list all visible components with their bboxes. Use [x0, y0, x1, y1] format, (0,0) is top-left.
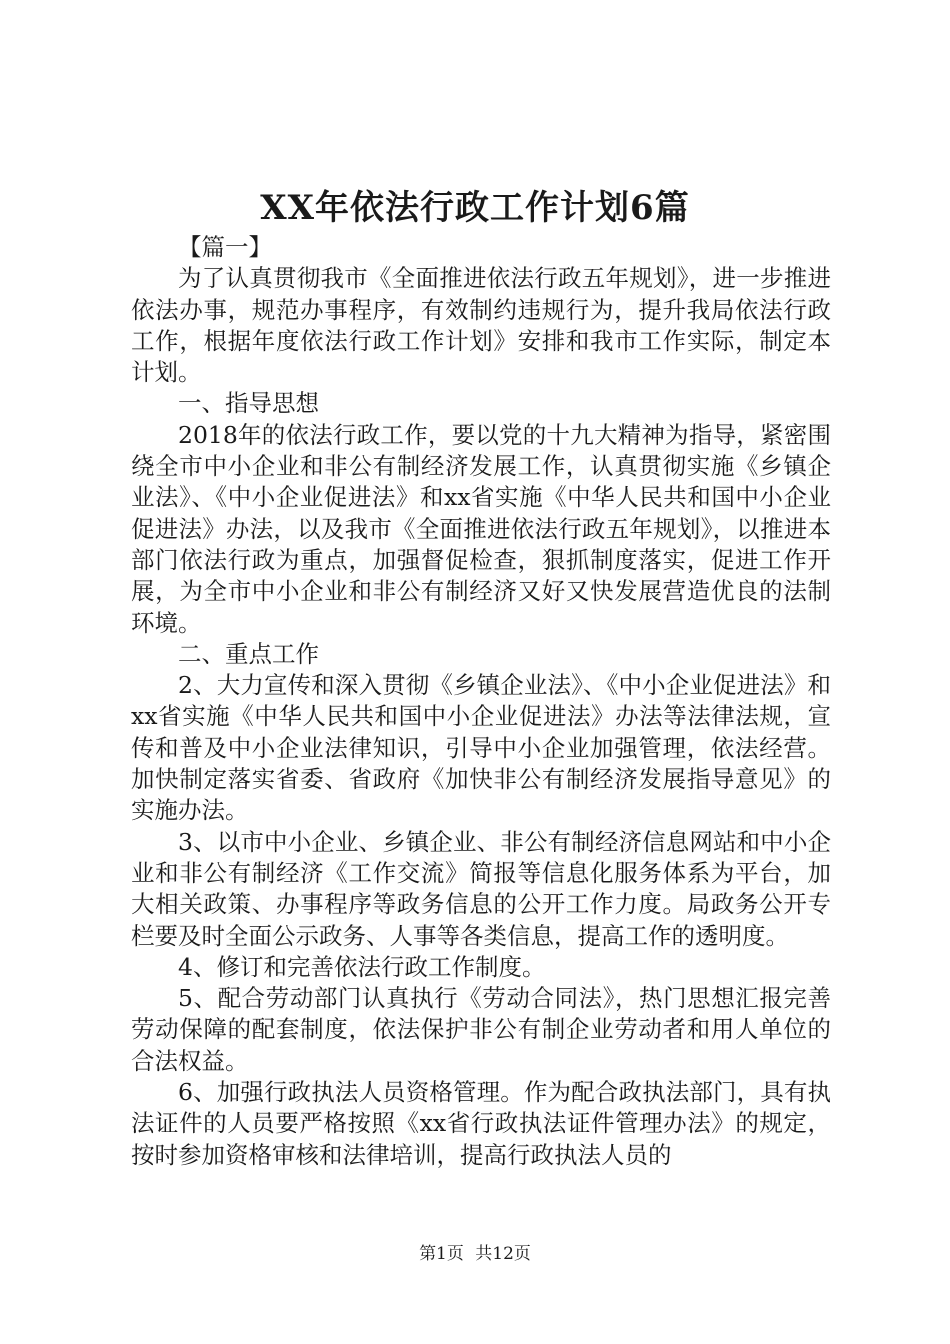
document-title: XX年依法行政工作计划6篇: [260, 188, 690, 228]
key-work-item-2: 2、大力宣传和深入贯彻《乡镇企业法》、《中小企业促进法》和xx省实施《中华人民共和国中小企业促进法》办法等法律法规，宣传和普及中小企业法律知识，引导中小企业加强管理，依法经营。加快制定落实省委、省政府《加快非公有制经济发展指导意见》的实施办法。: [131, 671, 831, 825]
page-total: 共12页: [475, 1244, 531, 1264]
key-work-item-5: 5、配合劳动部门认真执行《劳动合同法》，热门思想汇报完善劳动保障的配套制度，依法保护非公有制企业劳动者和用人单位的合法权益。: [131, 984, 831, 1075]
document-body: [131, 232, 831, 1171]
intro-paragraph: 为了认真贯彻我市《全面推进依法行政五年规划》，进一步推进依法办事，规范办事程序，有效制约违规行为，提升我局依法行政工作，根据年度依法行政工作计划》安排和我市工作实际，制定本计划。: [131, 264, 831, 387]
section-heading-part-one: 【篇一】: [178, 233, 272, 261]
guiding-ideology-paragraph: 2018年的依法行政工作，要以党的十九大精神为指导，紧密围绕全市中小企业和非公有制经济发展工作，认真贯彻实施《乡镇企业法》、《中小企业促进法》和xx省实施《中华人民共和国中小企业促进法》办法，以及我市《全面推进依法行政五年规划》，以推进本部门依法行政为重点，加强督促检查，狠抓制度落实，促进工作开展，为全市中小企业和非公有制经济又好又快发展营造优良的法制环境。: [131, 420, 831, 637]
key-work-item-6: 6、加强行政执法人员资格管理。作为配合政执法部门，具有执法证件的人员要严格按照《xx省行政执法证件管理办法》的规定，按时参加资格审核和法律培训，提高行政执法人员的: [131, 1078, 831, 1169]
section-heading-key-work: 二、重点工作: [178, 639, 319, 668]
page-number: 第1页: [419, 1244, 464, 1264]
section-heading-guiding-ideology: 一、指导思想: [178, 389, 319, 418]
page-footer: [0, 1242, 950, 1266]
key-work-item-3: 3、以市中小企业、乡镇企业、非公有制经济信息网站和中小企业和非公有制经济《工作交流》简报等信息化服务体系为平台，加大相关政策、办事程序等政务信息的公开工作力度。局政务公开专栏要及时全面公示政务、人事等各类信息，提高工作的透明度。: [131, 827, 831, 950]
key-work-item-4: 4、修订和完善依法行政工作制度。: [178, 952, 546, 981]
